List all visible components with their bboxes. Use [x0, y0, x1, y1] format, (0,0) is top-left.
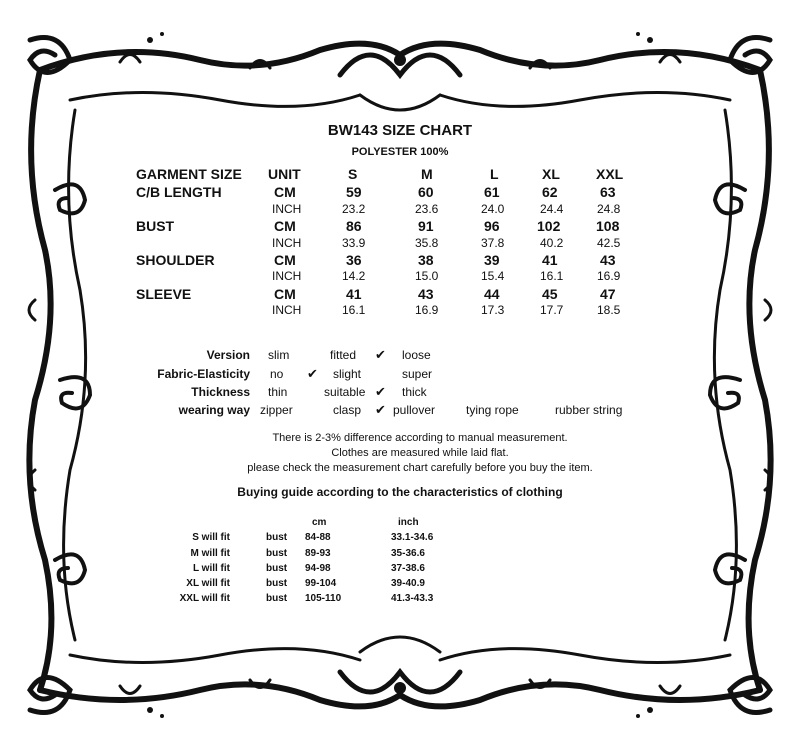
unit-inch: INCH	[272, 236, 302, 250]
check-icon: ✔	[375, 347, 386, 362]
option-no: no	[270, 367, 284, 381]
check-icon: ✔	[375, 384, 386, 399]
cell-inch: 16.9	[597, 269, 621, 283]
cell-cm: 91	[418, 218, 434, 234]
guide-part: bust	[266, 593, 288, 604]
guide-part: bust	[266, 548, 288, 559]
guide-title: Buying guide according to the characteristics of clothing	[237, 485, 563, 499]
cell-cm: 41	[346, 286, 362, 302]
unit-cm: CM	[274, 286, 296, 302]
unit-cm: CM	[274, 252, 296, 268]
guide-size: L will fit	[192, 563, 230, 574]
row-label-sleeve: SLEEVE	[136, 286, 192, 302]
option-loose: loose	[402, 348, 431, 362]
guide-size: XL will fit	[186, 578, 230, 589]
cell-cm: 39	[484, 252, 500, 268]
row-label-cb-length: C/B LENGTH	[136, 184, 222, 200]
header-size-xl: XL	[542, 166, 560, 182]
cell-inch: 16.9	[415, 303, 439, 317]
guide-inch: 35-36.6	[391, 548, 425, 559]
row-label-shoulder: SHOULDER	[136, 252, 215, 268]
cell-cm: 63	[600, 184, 616, 200]
check-icon: ✔	[307, 366, 318, 381]
unit-inch: INCH	[272, 202, 302, 216]
option-thick: thick	[402, 385, 427, 399]
option-super: super	[402, 367, 433, 381]
attr-label-wearing-way: wearing way	[178, 403, 250, 417]
header-unit: UNIT	[268, 166, 301, 182]
option-clasp: clasp	[333, 403, 362, 417]
guide-inch: 41.3-43.3	[391, 593, 434, 604]
option-tying-rope: tying rope	[466, 403, 519, 417]
cell-inch: 40.2	[540, 236, 564, 250]
cell-cm: 102	[537, 218, 561, 234]
guide-inch: 33.1-34.6	[391, 532, 434, 543]
guide-size: S will fit	[192, 532, 230, 543]
unit-inch: INCH	[272, 303, 302, 317]
cell-cm: 47	[600, 286, 616, 302]
cell-cm: 43	[418, 286, 434, 302]
cell-inch: 24.8	[597, 202, 621, 216]
guide-cm: 105-110	[305, 593, 342, 604]
cell-inch: 24.0	[481, 202, 505, 216]
cell-inch: 14.2	[342, 269, 366, 283]
cell-cm: 44	[484, 286, 500, 302]
guide-size: M will fit	[190, 548, 230, 559]
option-rubber-string: rubber string	[555, 403, 623, 417]
cell-inch: 16.1	[342, 303, 366, 317]
guide-part: bust	[266, 532, 288, 543]
unit-cm: CM	[274, 184, 296, 200]
unit-cm: CM	[274, 218, 296, 234]
cell-cm: 36	[346, 252, 362, 268]
option-zipper: zipper	[260, 403, 293, 417]
page-title: BW143 SIZE CHART	[327, 122, 473, 139]
cell-cm: 60	[418, 184, 434, 200]
header-garment-size: GARMENT SIZE	[136, 166, 242, 182]
guide-cm: 94-98	[305, 563, 331, 574]
cell-cm: 61	[484, 184, 500, 200]
cell-inch: 24.4	[540, 202, 564, 216]
header-size-m: M	[421, 166, 433, 182]
unit-inch: INCH	[272, 269, 302, 283]
row-label-bust: BUST	[136, 218, 175, 234]
guide-cm: 84-88	[305, 532, 331, 543]
cell-inch: 33.9	[342, 236, 366, 250]
cell-inch: 17.7	[540, 303, 564, 317]
attr-label-version: Version	[206, 348, 250, 362]
cell-inch: 23.6	[415, 202, 439, 216]
guide-cm: 89-93	[305, 548, 331, 559]
header-size-xxl: XXL	[596, 166, 624, 182]
cell-inch: 23.2	[342, 202, 366, 216]
header-size-l: L	[490, 166, 499, 182]
cell-cm: 41	[542, 252, 558, 268]
header-size-s: S	[348, 166, 358, 182]
guide-inch: 37-38.6	[391, 563, 425, 574]
note-line-2: Clothes are measured while laid flat.	[331, 447, 509, 459]
option-pullover: pullover	[393, 403, 436, 417]
guide-unit-cm: cm	[312, 517, 327, 528]
cell-cm: 96	[484, 218, 500, 234]
guide-cm: 99-104	[305, 578, 337, 589]
cell-inch: 15.0	[415, 269, 439, 283]
note-line-1: There is 2-3% difference according to manual measurement.	[272, 432, 568, 444]
option-slight: slight	[333, 367, 362, 381]
guide-inch: 39-40.9	[391, 578, 425, 589]
cell-cm: 38	[418, 252, 434, 268]
cell-cm: 45	[542, 286, 558, 302]
cell-inch: 42.5	[597, 236, 621, 250]
guide-unit-inch: inch	[398, 517, 419, 528]
cell-cm: 108	[596, 218, 620, 234]
cell-cm: 86	[346, 218, 362, 234]
cell-cm: 62	[542, 184, 558, 200]
cell-inch: 35.8	[415, 236, 439, 250]
cell-inch: 17.3	[481, 303, 505, 317]
cell-inch: 15.4	[481, 269, 505, 283]
guide-part: bust	[266, 563, 288, 574]
check-icon: ✔	[375, 402, 386, 417]
option-slim: slim	[268, 348, 290, 362]
guide-size: XXL will fit	[179, 593, 230, 604]
option-suitable: suitable	[324, 385, 366, 399]
option-fitted: fitted	[330, 348, 357, 362]
cell-cm: 59	[346, 184, 362, 200]
attr-label-fabric-elasticity: Fabric-Elasticity	[157, 367, 250, 381]
cell-inch: 37.8	[481, 236, 505, 250]
cell-inch: 18.5	[597, 303, 621, 317]
guide-part: bust	[266, 578, 288, 589]
attr-label-thickness: Thickness	[191, 385, 250, 399]
material-subtitle: POLYESTER 100%	[351, 146, 449, 158]
cell-inch: 16.1	[540, 269, 564, 283]
note-line-3: please check the measurement chart carefully before you buy the item.	[247, 462, 593, 474]
cell-cm: 43	[600, 252, 616, 268]
option-thin: thin	[268, 385, 288, 399]
